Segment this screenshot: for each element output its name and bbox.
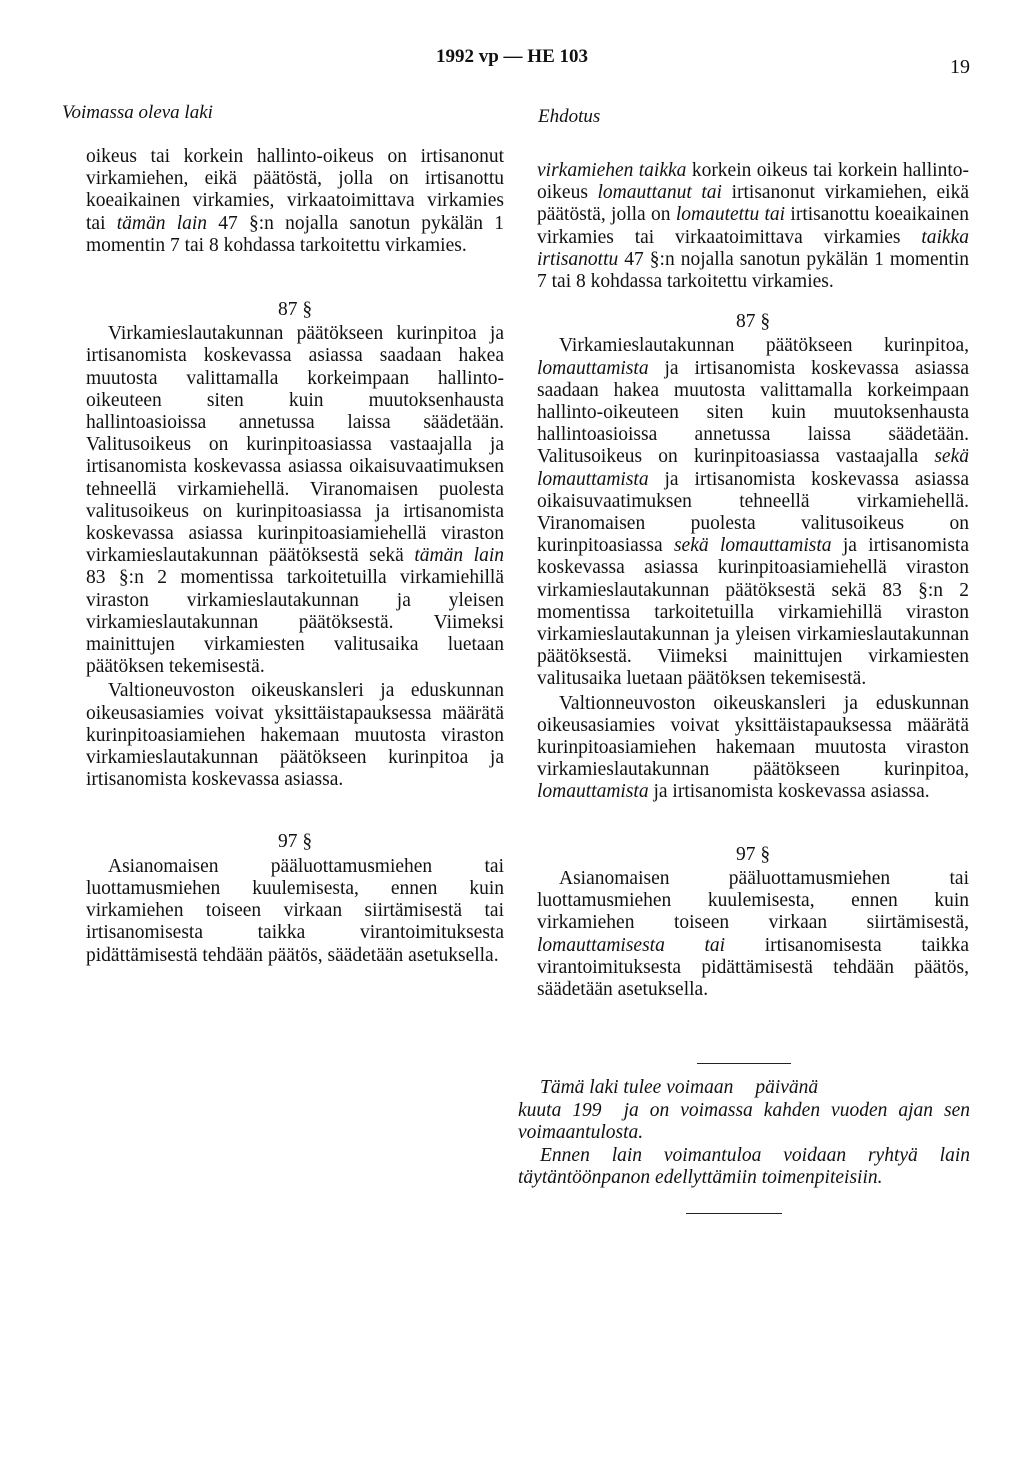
left-section-87-paragraph-1: Virkamieslautakunnan päätökseen kurinpitoa ja irtisanomista koskevassa asiassa saadaan hakea muutosta valittamalla korkeimpaan hallinto-oikeuteen siten kuin muutoksenhausta hallintoasioissa annetussa laissa säädetään. Valitusoikeus on kurinpitoasiassa vastaajalla ja irtisanomista koskevassa asiassa oikaisuvaatimuksen tehneellä virkamiehellä. Viranomaisen puolesta valitusoikeus on kurinpitoasiassa ja irtisanomista koskevassa asiassa kurinpitoasiamiehellä viraston virkamieslautakunnan päätöksestä sekä tämän lain 83 §:n 2 momentissa tarkoitetuilla virkamiehillä viraston virkamieslautakunnan ja yleisen virkamieslautakunnan päätöksestä. Viimeksi mainittujen virkamiesten valitusaika luetaan päätöksen tekemisestä. bbox=[86, 323, 504, 678]
closing-bottom-rule bbox=[686, 1213, 782, 1214]
right-intro-paragraph: virkamiehen taikka korkein oikeus tai korkein hallinto-oikeus lomauttanut tai irtisanonut virkamiehen, eikä päätöstä, jolla on lomautettu tai irtisanottu koeaikainen virkamies tai virkaatoimittava virkamies taikka irtisanottu 47 §:n nojalla sanotun pykälän 1 momentin 7 tai 8 kohdassa tarkoitettu virkamies. bbox=[537, 160, 969, 293]
right-section-87-heading: 87 § bbox=[735, 311, 771, 333]
left-section-87-paragraph-2: Valtioneuvoston oikeuskansleri ja eduskunnan oikeusasiamies voivat yksittäistapauksessa määrätä kurinpitoasiamiehen hakemaan muutosta viraston virkamieslautakunnan päätökseen kurinpitoa ja irtisanomista koskevassa asiassa. bbox=[86, 680, 504, 791]
left-section-97-paragraph-1: Asianomaisen pääluottamusmiehen tai luottamusmiehen kuulemisesta, ennen kuin virkamiehen toiseen virkaan siirtämisestä tai irtisanomisesta taikka virantoimituksesta pidättämisestä tehdään päätös, säädetään asetuksella. bbox=[86, 855, 504, 966]
left-section-97-heading: 97 § bbox=[277, 831, 313, 853]
right-section-97-heading: 97 § bbox=[735, 843, 771, 865]
entry-into-force-clause bbox=[518, 1077, 970, 1190]
closing-paragraph-2: Ennen lain voimantuloa voidaan ryhtyä lain täytäntöönpanon edellyttämiin toimenpiteisiin. bbox=[518, 1144, 970, 1188]
left-intro-paragraph: oikeus tai korkein hallinto-oikeus on irtisanonut virkamiehen, eikä päätöstä, jolla on irtisanottu koeaikainen virkamies, virkaatoimittava virkamies tai tämän lain 47 §:n nojalla sanotun pykälän 1 momentin 7 tai 8 kohdassa tarkoitettu virkamies. bbox=[86, 146, 504, 256]
closing-top-rule bbox=[697, 1063, 791, 1064]
closing-paragraph-1: Tämä laki tulee voimaan päivänä kuuta 199 ja on voimassa kahden vuoden ajan sen voimaantulosta. bbox=[518, 1077, 970, 1143]
left-column-heading: Voimassa oleva laki bbox=[62, 102, 213, 123]
right-column-heading: Ehdotus bbox=[538, 106, 601, 127]
left-section-87-heading: 87 § bbox=[277, 299, 313, 321]
right-column-proposal bbox=[537, 160, 969, 1001]
right-section-87-paragraph-1: Virkamieslautakunnan päätökseen kurinpitoa, lomauttamista ja irtisanomista koskevassa asiassa saadaan hakea muutosta valittamalla korkeimpaan hallinto-oikeuteen siten kuin muutoksenhausta hallintoasioissa annetussa laissa säädetään. Valitusoikeus on kurinpitoasiassa vastaajalla sekä lomauttamista ja irtisanomista koskevassa asiassa oikaisuvaatimuksen tehneellä virkamiehellä. Viranomaisen puolesta valitusoikeus on kurinpitoasiassa sekä lomauttamista ja irtisanomista koskevassa asiassa kurinpitoasiamiehellä viraston virkamieslautakunnan päätöksestä sekä 83 §:n 2 momentissa tarkoitetuilla virkamiehillä viraston virkamieslautakunnan ja yleisen virkamieslautakunnan päätöksestä. Viimeksi mainittujen virkamiesten valitusaika luetaan päätöksen tekemisestä. bbox=[537, 335, 969, 690]
right-section-87-paragraph-2: Valtionneuvoston oikeuskansleri ja eduskunnan oikeusasiamies voivat yksittäistapauksessa määrätä kurinpitoasiamiehen hakemaan muutosta viraston virkamieslautakunnan päätökseen kurinpitoa, lomauttamista ja irtisanomista koskevassa asiassa. bbox=[537, 692, 969, 803]
right-section-97-paragraph-1: Asianomaisen pääluottamusmiehen tai luottamusmiehen kuulemisesta, ennen kuin virkamiehen toiseen virkaan siirtämisestä, lomauttamisesta tai irtisanomisesta taikka virantoimituksesta pidättämisestä tehdään päätös, säädetään asetuksella. bbox=[537, 867, 969, 1000]
left-column-current-law bbox=[86, 146, 504, 967]
page-header-title: 1992 vp — HE 103 bbox=[435, 46, 589, 67]
page-number: 19 bbox=[950, 56, 970, 78]
